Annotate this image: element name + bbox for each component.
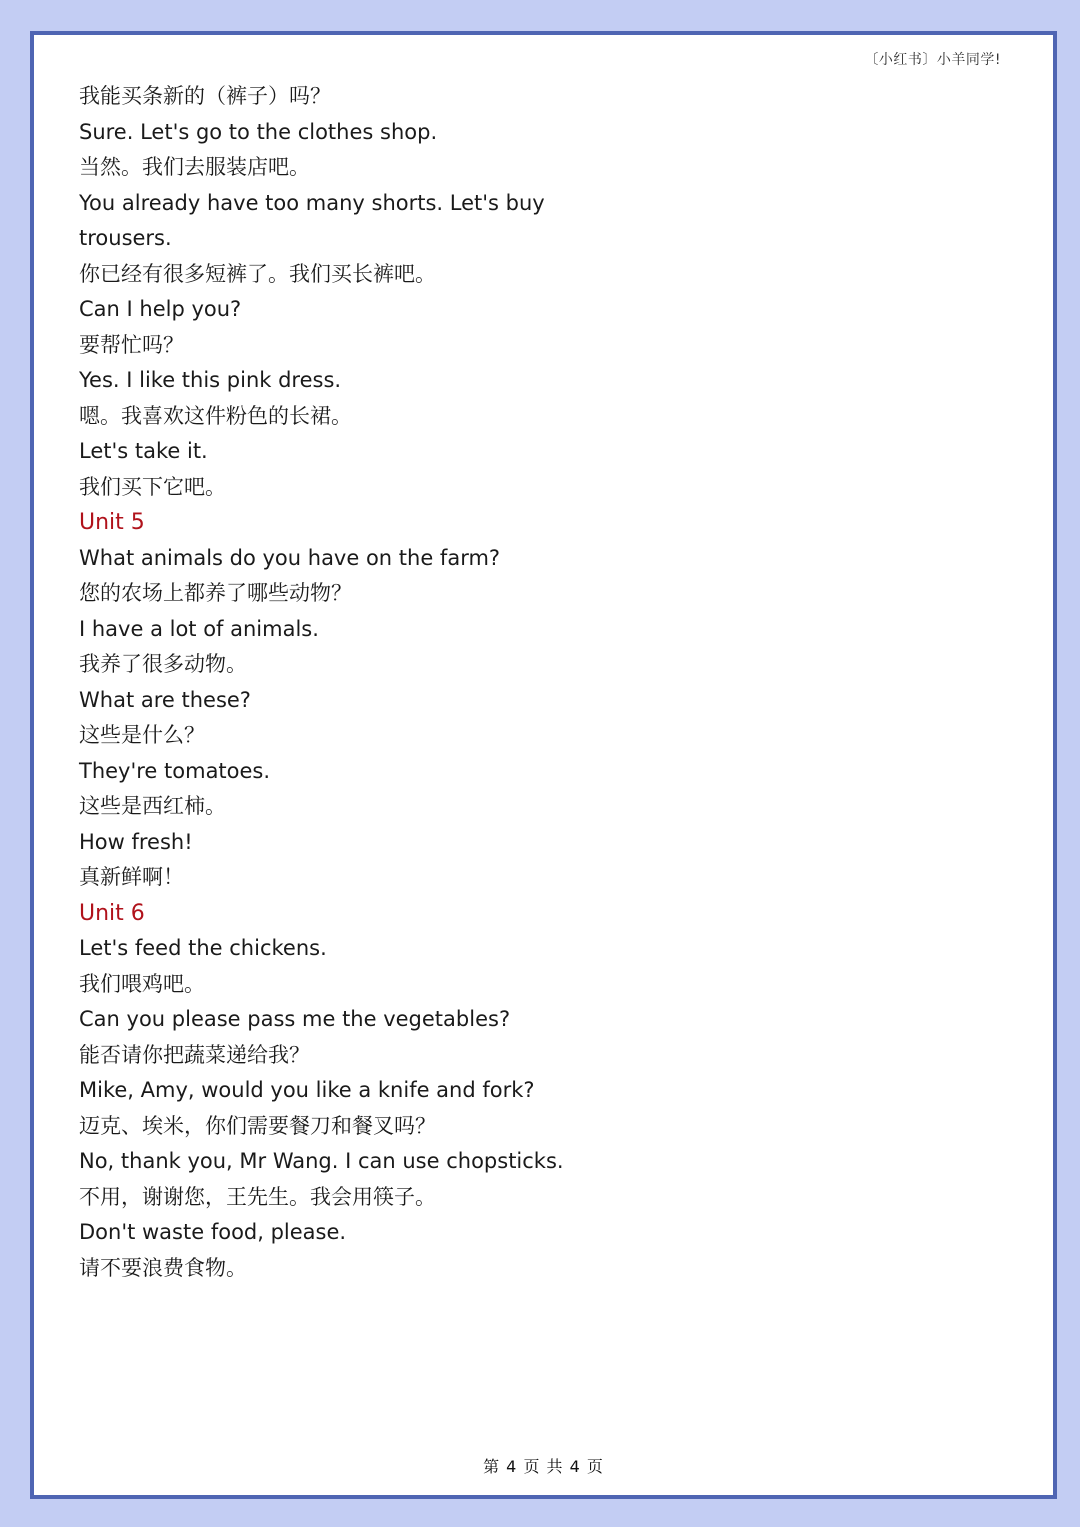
text-line: Let's feed the chickens. bbox=[79, 936, 327, 960]
text-line: Can you please pass me the vegetables? bbox=[79, 1007, 511, 1031]
text-line: What are these? bbox=[79, 687, 251, 712]
text-line: 我能买条新的（裤子）吗？ bbox=[79, 84, 331, 108]
document-page bbox=[30, 31, 1057, 1499]
text-line: 您的农场上都养了哪些动物？ bbox=[79, 581, 352, 605]
text-line: 请不要浪费食物。 bbox=[79, 1255, 247, 1280]
text-line: 嗯。我喜欢这件粉色的长裙。 bbox=[79, 403, 352, 428]
text-line: How fresh! bbox=[79, 829, 193, 854]
text-line: Mike, Amy, would you like a knife and fork? bbox=[79, 1078, 535, 1102]
page-number-footer: 第 4 页 共 4 页 bbox=[483, 1457, 604, 1476]
text-line: No, thank you, Mr Wang. I can use chopsticks. bbox=[79, 1149, 564, 1173]
text-line: 这些是西红柿。 bbox=[79, 794, 226, 818]
text-line: 你已经有很多短裤了。我们买长裤吧。 bbox=[79, 261, 436, 286]
section-heading: Unit 5 bbox=[79, 510, 145, 535]
text-line: 我们买下它吧。 bbox=[79, 474, 226, 499]
text-line: Can I help you? bbox=[79, 297, 242, 321]
document-body bbox=[79, 79, 979, 1286]
text-line: 当然。我们去服装店吧。 bbox=[79, 155, 310, 179]
text-line: I have a lot of animals. bbox=[79, 616, 319, 641]
section-heading: Unit 6 bbox=[79, 900, 145, 926]
text-line: Let's take it. bbox=[79, 439, 208, 463]
watermark: 〔小红书〕小羊同学! bbox=[864, 52, 1001, 68]
text-line: Yes. I like this pink dress. bbox=[79, 368, 342, 392]
text-line: 能否请你把蔬菜递给我？ bbox=[79, 1042, 310, 1067]
text-line: Don't waste food, please. bbox=[79, 1220, 347, 1244]
text-line: 不用，谢谢您，王先生。我会用筷子。 bbox=[79, 1184, 436, 1209]
text-line: What animals do you have on the farm? bbox=[79, 545, 501, 570]
text-line: 我养了很多动物。 bbox=[79, 652, 247, 676]
text-line: 这些是什么？ bbox=[79, 723, 205, 747]
text-line: trousers. bbox=[79, 226, 172, 250]
text-line: 真新鲜啊！ bbox=[79, 865, 184, 889]
text-line: 迈克、埃米，你们需要餐刀和餐叉吗？ bbox=[79, 1113, 436, 1138]
text-line: 要帮忙吗？ bbox=[79, 332, 184, 357]
text-line: They're tomatoes. bbox=[79, 758, 271, 783]
text-line: You already have too many shorts. Let's buy bbox=[79, 190, 545, 215]
text-line: Sure. Let's go to the clothes shop. bbox=[79, 119, 438, 144]
text-line: 我们喂鸡吧。 bbox=[79, 971, 205, 996]
